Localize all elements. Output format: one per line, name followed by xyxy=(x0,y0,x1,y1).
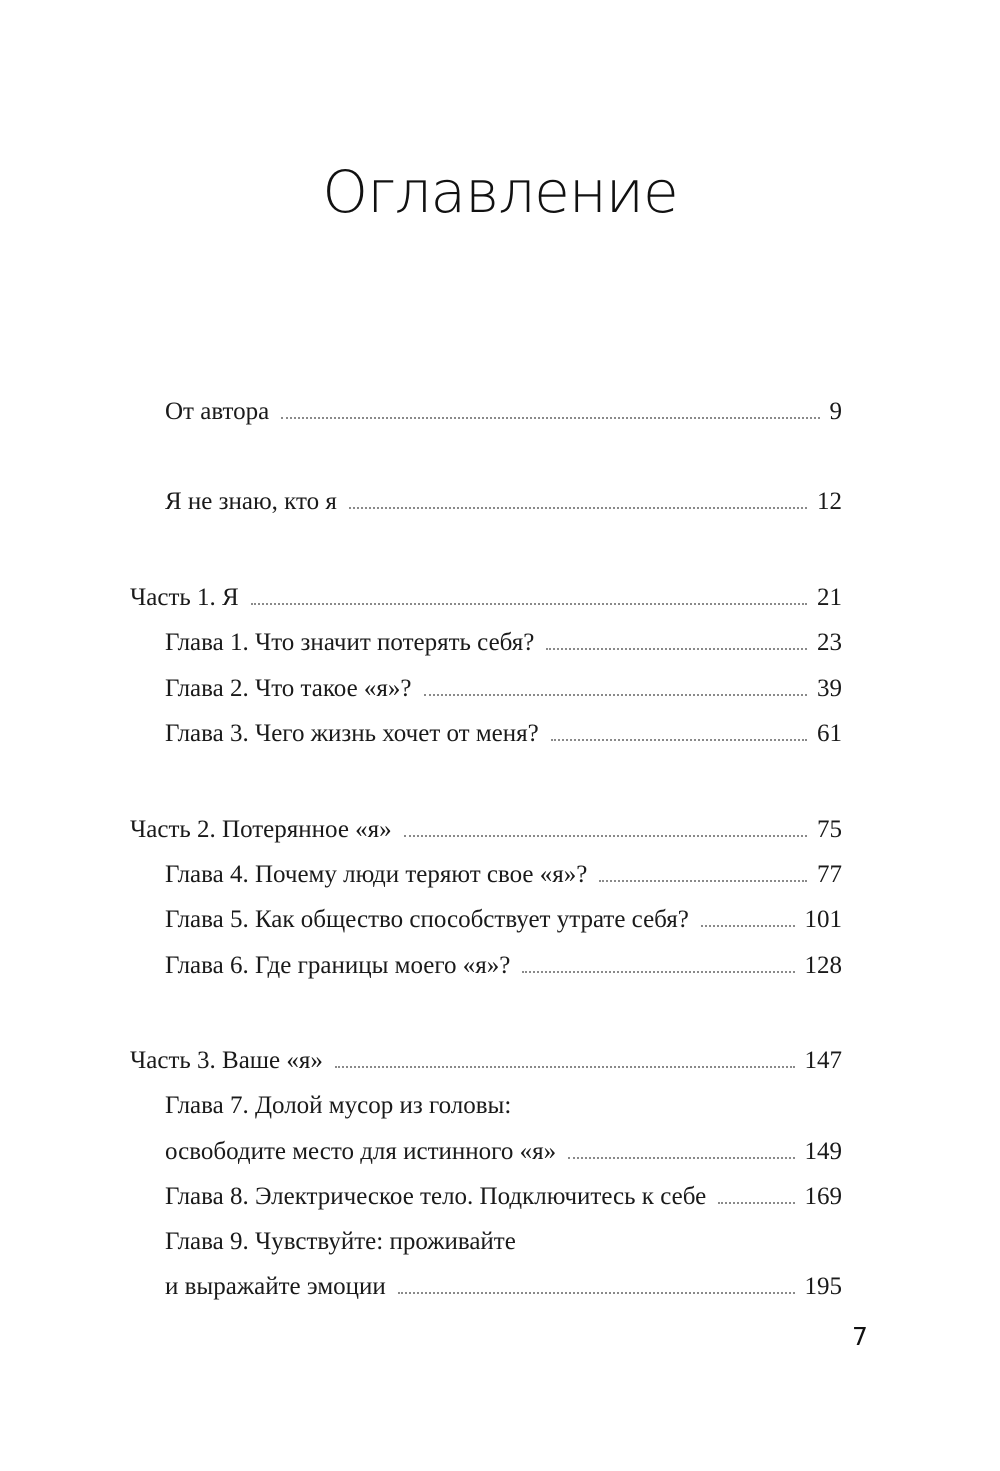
toc-page-number: 23 xyxy=(817,629,842,656)
toc-entry-intro[interactable] xyxy=(165,486,842,518)
dot-leader xyxy=(522,971,794,973)
toc-page-number: 101 xyxy=(804,906,842,933)
toc-entry-chapter-6[interactable] xyxy=(165,950,842,982)
toc-label: Часть 2. Потерянное «я» xyxy=(130,816,392,843)
toc-label: Глава 6. Где границы моего «я»? xyxy=(165,952,511,979)
toc-entry-chapter-9[interactable] xyxy=(165,1271,842,1303)
toc-page-number: 169 xyxy=(804,1183,842,1210)
dot-leader xyxy=(546,648,807,650)
toc-entry-chapter-7[interactable] xyxy=(165,1136,842,1168)
toc-label: Глава 3. Чего жизнь хочет от меня? xyxy=(165,720,539,747)
dot-leader xyxy=(404,835,807,837)
dot-leader xyxy=(551,739,807,741)
dot-leader xyxy=(568,1157,794,1159)
toc-label: Я не знаю, кто я xyxy=(165,488,337,515)
toc-entry-part-2[interactable] xyxy=(130,814,842,846)
toc-page-number: 61 xyxy=(817,720,842,747)
toc-label-chapter-9-line-1[interactable]: Глава 9. Чувствуйте: проживайте xyxy=(165,1228,516,1255)
toc-entry-chapter-3[interactable] xyxy=(165,718,842,750)
folio-page-number: 7 xyxy=(852,1322,868,1351)
toc-entry-chapter-2[interactable] xyxy=(165,673,842,705)
dot-leader xyxy=(335,1066,795,1068)
dot-leader xyxy=(281,417,819,419)
toc-page-number: 147 xyxy=(804,1047,842,1074)
dot-leader xyxy=(701,925,795,927)
dot-leader xyxy=(349,507,807,509)
toc-label: освободите место для истинного «я» xyxy=(165,1138,557,1165)
toc-page-number: 195 xyxy=(804,1273,842,1300)
toc-label: Глава 2. Что такое «я»? xyxy=(165,675,412,702)
toc-label: Глава 4. Почему люди теряют свое «я»? xyxy=(165,861,588,888)
toc-label: Глава 8. Электрическое тело. Подключитесь к себе xyxy=(165,1183,707,1210)
dot-leader xyxy=(398,1292,795,1294)
toc-page-number: 21 xyxy=(817,584,842,611)
toc-label: и выражайте эмоции xyxy=(165,1273,386,1300)
toc-page-number: 128 xyxy=(804,952,842,979)
toc-page-number: 75 xyxy=(817,816,842,843)
toc-page-number: 149 xyxy=(804,1138,842,1165)
toc-label: Глава 5. Как общество способствует утрате себя? xyxy=(165,906,689,933)
toc-label: Часть 1. Я xyxy=(130,584,239,611)
toc-entry-chapter-5[interactable] xyxy=(165,904,842,936)
dot-leader xyxy=(251,603,807,605)
dot-leader xyxy=(599,880,807,882)
toc-entry-author[interactable] xyxy=(165,396,842,428)
toc-entry-part-3[interactable] xyxy=(130,1045,842,1077)
toc-page-number: 39 xyxy=(817,675,842,702)
toc-entry-chapter-8[interactable] xyxy=(165,1181,842,1213)
toc-page-number: 9 xyxy=(829,398,842,425)
dot-leader xyxy=(718,1202,794,1204)
toc-label: Часть 3. Ваше «я» xyxy=(130,1047,323,1074)
toc-entry-part-1[interactable] xyxy=(130,582,842,614)
toc-entry-chapter-4[interactable] xyxy=(165,859,842,891)
toc-page-number: 12 xyxy=(817,488,842,515)
toc-page-number: 77 xyxy=(817,861,842,888)
dot-leader xyxy=(424,694,807,696)
page-title: Оглавление xyxy=(322,158,678,226)
toc-entry-chapter-1[interactable] xyxy=(165,627,842,659)
toc-label: От автора xyxy=(165,398,270,425)
toc-label-chapter-7-line-1[interactable]: Глава 7. Долой мусор из головы: xyxy=(165,1092,512,1119)
toc-label: Глава 1. Что значит потерять себя? xyxy=(165,629,535,656)
